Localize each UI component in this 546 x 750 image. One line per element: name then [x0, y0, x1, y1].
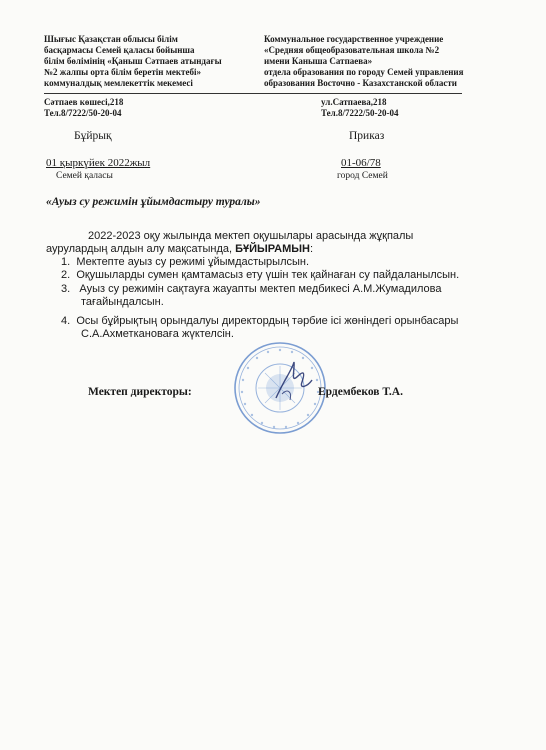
list-item-3-text: Ауыз су режимін сақтауға жауапты мектеп медбикесі А.М.Жумадилова: [79, 283, 442, 295]
order-subject: «Ауыз су режимін ұйымдастыру туралы»: [46, 196, 261, 208]
list-item-2-number: 2.: [61, 269, 71, 281]
intro-colon: :: [310, 243, 314, 255]
city-kz: Семей қаласы: [56, 171, 113, 181]
list-item-4-number: 4.: [61, 315, 71, 327]
address-left-phone: Тел.8/7222/50-20-04: [44, 108, 122, 118]
header-divider: [44, 93, 462, 94]
header-left-line-2: басқармасы Семей қаласы бойынша: [44, 45, 195, 55]
header-left: [44, 34, 222, 89]
header-left-line-4: №2 жалпы орта білім беретін мектебі»: [44, 67, 201, 77]
official-seal-stamp: [232, 340, 328, 436]
list-item-4: [61, 315, 458, 328]
list-item-4-cont: С.А.Ахметкановаға жүктелсін.: [81, 328, 234, 340]
list-item-3-number: 3.: [61, 283, 71, 295]
order-keyword: БҰЙЫРАМЫН: [235, 243, 310, 255]
list-item-4-text: Осы бұйрықтың орындалуы директордың тәрбие ісі жөніндегі орынбасары: [76, 315, 459, 327]
address-right-street: ул.Сатпаева,218: [321, 97, 387, 107]
header-right-line-2: «Средняя общеобразовательная школа №2: [264, 45, 440, 55]
header-left-line-3: білім бөлімінің «Қаныш Сәтпаев атындағы: [44, 56, 222, 66]
order-title-ru: Приказ: [349, 130, 385, 142]
list-item-1: [61, 256, 309, 269]
director-title: Мектеп директоры:: [88, 386, 192, 398]
header-left-line-5: коммуналдық мемлекеттік мекемесі: [44, 78, 193, 88]
address-right-phone: Тел.8/7222/50-20-04: [321, 108, 399, 118]
header-right: [264, 34, 463, 89]
city-ru: город Семей: [337, 171, 388, 181]
header-left-line-1: Шығыс Қазақстан облысы білім: [44, 34, 178, 44]
list-item-3: [61, 283, 442, 296]
list-item-1-number: 1.: [61, 256, 71, 268]
director-name: Ердембеков Т.А.: [318, 386, 403, 398]
address-right: [321, 97, 398, 119]
intro-line-1: 2022-2023 оқу жылында мектеп оқушылары арасында жұқпалы: [88, 230, 414, 242]
header-right-line-3: имени Каныша Сатпаева»: [264, 56, 373, 66]
intro-line-2: [46, 243, 313, 256]
address-left-street: Сәтпаев көшесі,218: [44, 97, 124, 107]
header-right-line-1: Коммунальное государственное учреждение: [264, 34, 444, 44]
address-left: [44, 97, 123, 119]
list-item-1-text: Мектепте ауыз су режимі ұйымдастырылсын.: [76, 256, 310, 268]
header-right-line-4: отдела образования по городу Семей управления: [264, 67, 464, 77]
order-title-kz: Бұйрық: [74, 130, 112, 142]
list-item-2: [61, 269, 459, 282]
header-right-line-5: образования Восточно - Казахстанской области: [264, 78, 457, 88]
order-date: 01 қыркүйек 2022жыл: [46, 157, 151, 169]
list-item-3-cont: тағайындалсын.: [81, 296, 164, 308]
intro-line-2-text: аурулардың алдын алу мақсатында,: [46, 243, 236, 255]
order-number: 01-06/78: [341, 157, 381, 169]
list-item-2-text: Оқушыларды сумен қамтамасыз ету үшін тек қайнаған су пайдаланылсын.: [76, 269, 460, 281]
